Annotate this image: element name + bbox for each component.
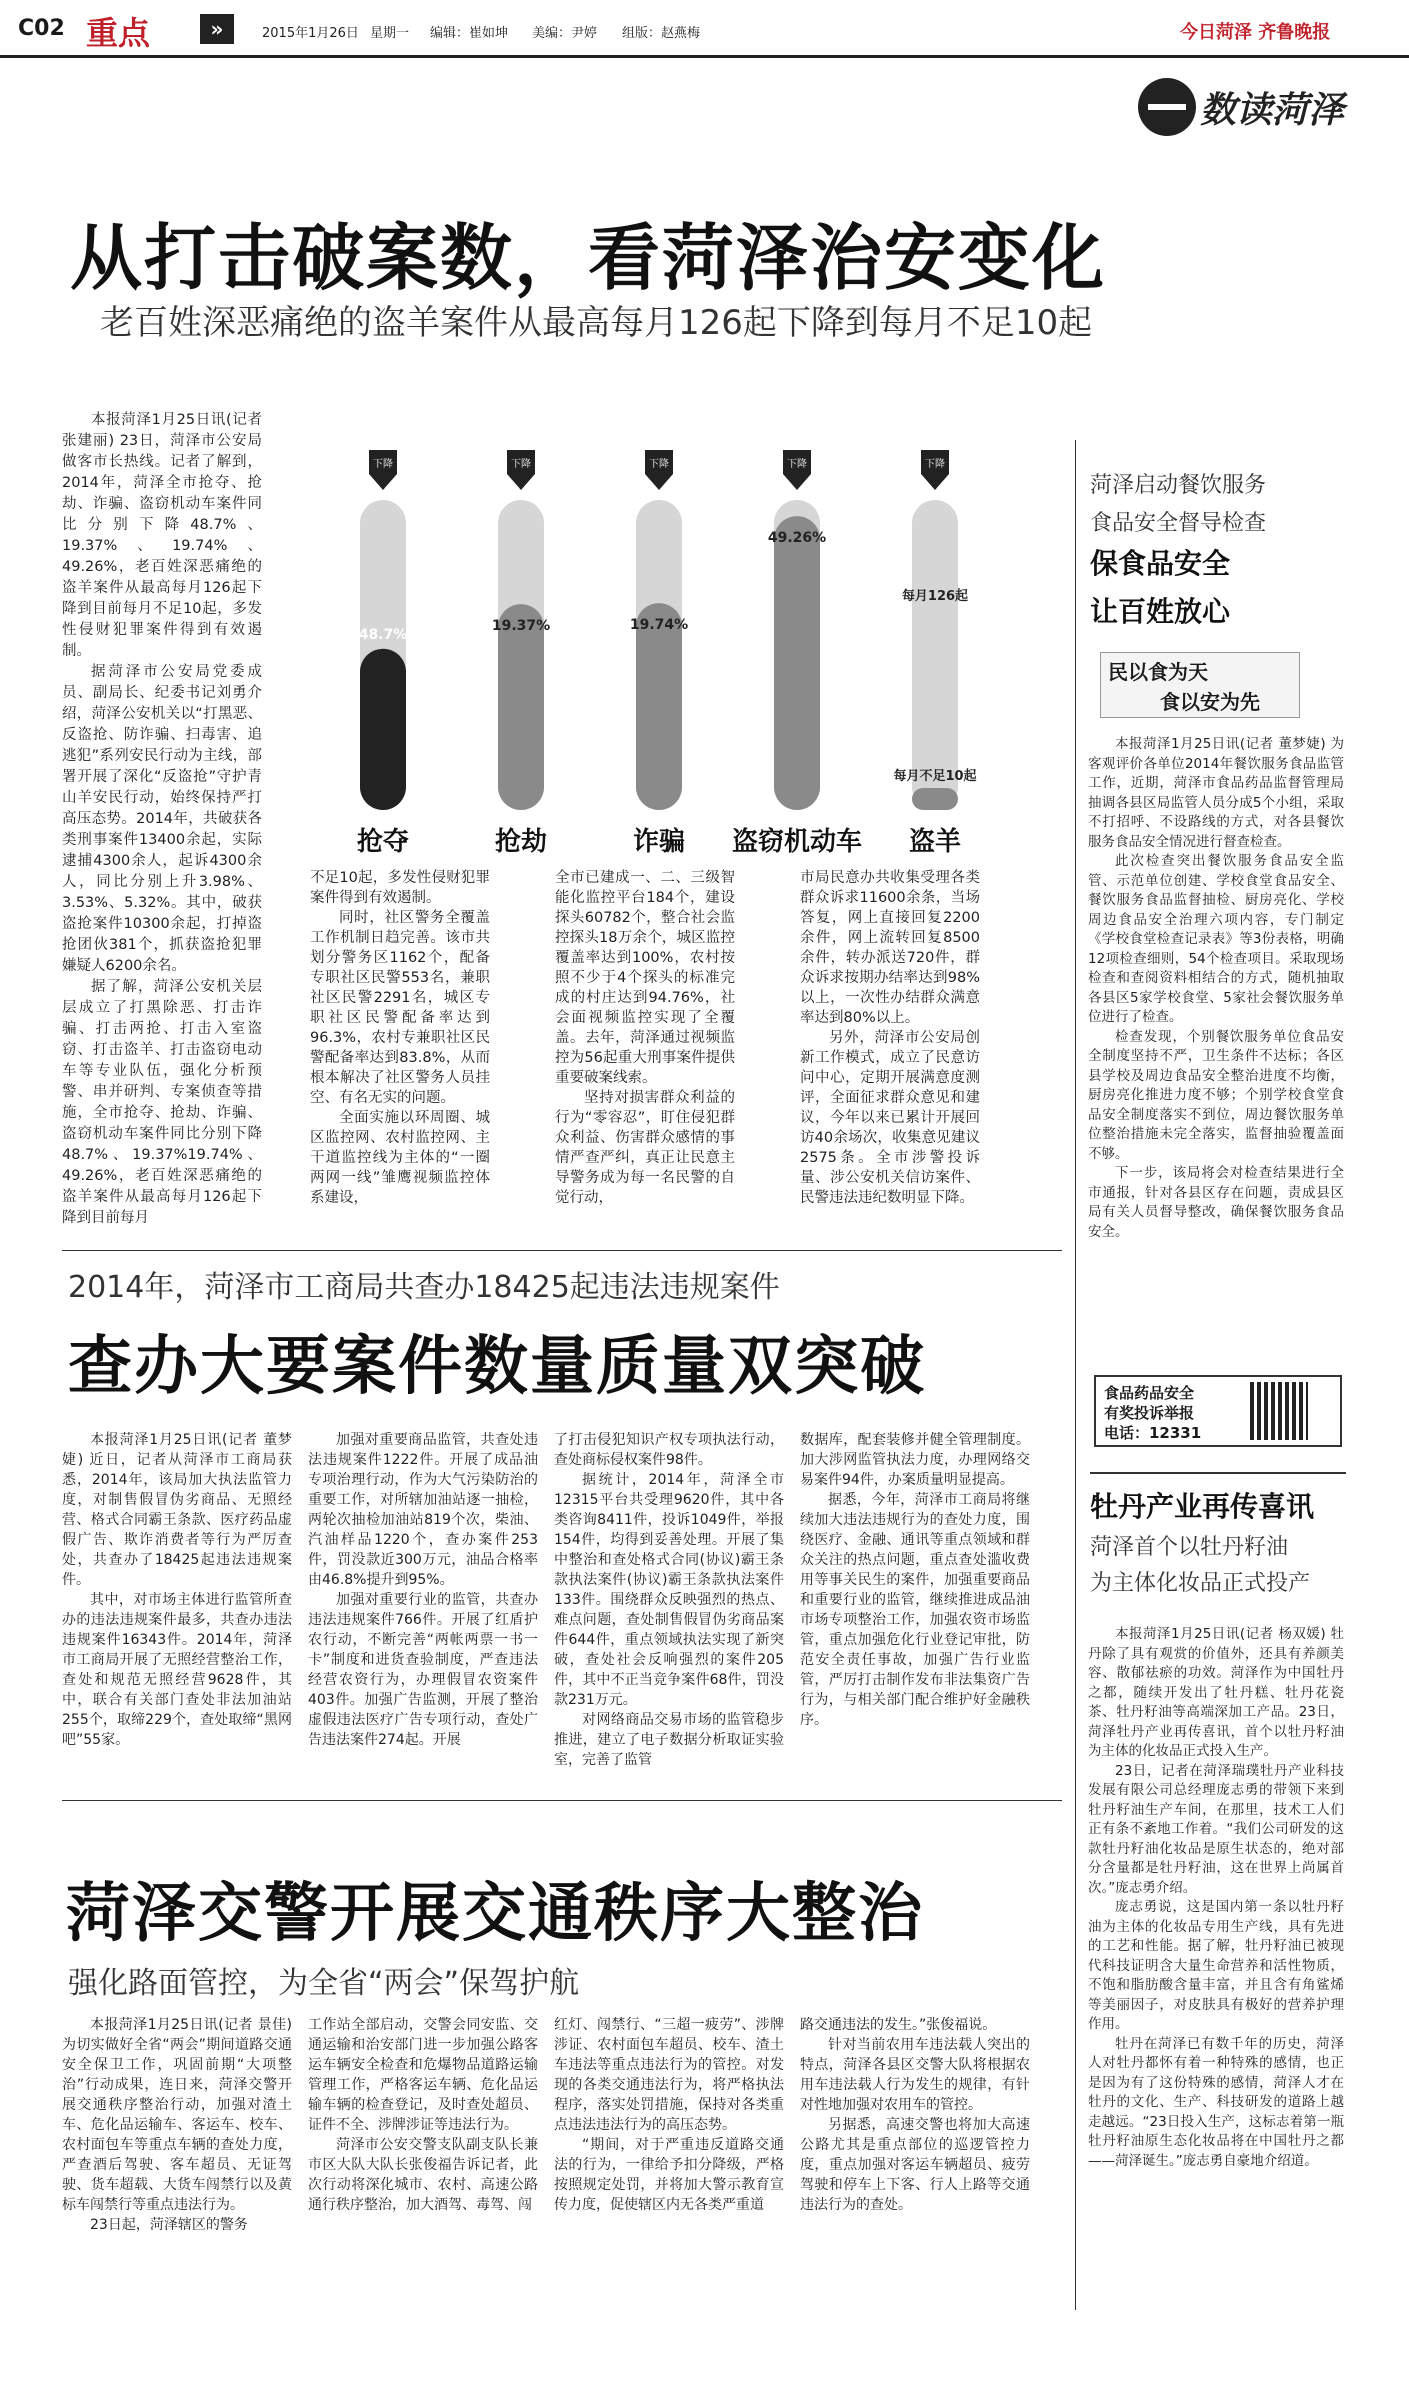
banner-line: 食以安为先 [1160,690,1260,714]
sidebar-divider [1075,440,1076,2310]
issue-weekday: 星期一 [370,26,410,41]
sheep-low-label: 每月不足10起 [893,769,977,784]
column-logo: 数读菏泽 [1200,90,1345,131]
article3-para: “期间，对于严重违反道路交通法的行为，一律给予扣分降级，严格按照规定处罚，并将加大警示教育宣传力度，促使辖区内无各类严重道 [554,2137,784,2213]
article3-column-4 [800,2015,1030,2215]
article3-para: 路交通违法的发生。”张俊福说。 [800,2017,997,2033]
article2-para: 其中，对市场主体进行监管所查办的违法违规案件最多，共查办违法违规案件16343件。2014年，菏泽市工商局开展了无照经营整治工作，查处和规范无照经营9628件，其中，联合有关部门查处非法加油站255个，取缔229个，查处取缔“黑网吧”55家。 [62,1592,292,1748]
section-arrow-icon: » [200,14,234,44]
sidebar2-title: 牡丹产业再传喜讯 [1090,1490,1315,1523]
sidebar1-line: 食品安全督导检查 [1090,511,1267,536]
sidebar2-body [1088,1625,1344,2171]
article2-title: 查办大要案件数量质量双突破 [68,1330,926,1404]
down-pin-icon [369,450,397,490]
art-credit: 美编：尹婷 [532,26,598,41]
article2-para: 本报菏泽1月25日讯(记者 董梦婕) 近日，记者从菏泽市工商局获悉，2014年，该局加大执法监管力度，对制售假冒伪劣商品、无照经营、格式合同霸王条款、医疗药品虚假广告、欺诈消费者等行为严厉查处，共查办了18425起违法违规案件。 [62,1432,292,1588]
article3-para: 本报菏泽1月25日讯(记者 景佳) 为切实做好全省“两会”期间道路交通安全保卫工作，巩固前期“大项整治”行动成果，连日来，菏泽交警开展交通秩序整治行动，加强对渣土车、危化品运输车、客运车、校车、农村面包车等重点车辆的查处力度，严查酒后驾驶、客车超员、无证驾驶、货车超载、大货车闯禁行以及黄标车闯禁行等重点违法行为。 [62,2017,292,2213]
article3-para: 工作站全部启动，交警会同安监、交通运输和治安部门进一步加强公路客运车辆安全检查和危爆物品道路运输管理工作，严格客运车辆、危化品运输车辆的检查登记，及时查处超员、证件不全、涉牌涉证等违法行为。 [308,2017,538,2133]
article2-para: 据统计，2014年，菏泽全市12315平台共受理9620件，其中各类咨询8411件，投诉1049件，举报154件，均得到妥善处理。开展了集中整治和查处格式合同(协议)霸王条款执法案件(协议)霸王条款执法案件133件。围绕群众反映强烈的热点、难点问题，查处制售假冒伪劣商品案件644件，重点领域执法实现了新突破，查处社会反响强烈的案件205件，其中不正当竞争案件68件，罚没款231万元。 [554,1472,784,1708]
article2-para: 据悉，今年，菏泽市工商局将继续加大违法违规行为的查处力度，围绕医疗、金融、通讯等重点领域和群众关注的热点问题，重点查处滥收费用等事关民生的案件，加强重要商品和重要行业的监管，继续推进成品油市场专项整治工作，加强农资市场监管，重点加强危化行业登记审批，防范安全责任事故，加强广告行业监管，严厉打击制作发布非法集资广告行为，与相关部门配合维护好金融秩序。 [800,1492,1030,1728]
article1-para: 另外，菏泽市公安局创新工作模式，成立了民意访问中心，定期开展满意度测评，全面征求群众意见和建议，今年以来已累计开展回访40余场次，收集意见建议2575条。全市涉警投诉量、涉公安机关信访案件、民警违法违纪数明显下降。 [800,1030,980,1206]
section-divider [62,1250,1062,1251]
sidebar1-head: 保食品安全 [1090,547,1231,580]
article1-para: 坚持对损害群众利益的行为“零容忍”，盯住侵犯群众利益、伤害群众感情的事情严查严纠，真正让民意主导警务成为每一名民警的自觉行动， [555,1090,735,1206]
issue-date: 2015年1月26日 [262,26,359,41]
sidebar2-para: 本报菏泽1月25日讯(记者 杨双媛) 牡丹除了具有观赏的价值外，还具有养颜美容、散郁祛瘀的功效。菏泽作为中国牡丹之都，随续开发出了牡丹糕、牡丹花瓷茶、牡丹籽油等高端深加工产品。23日，菏泽牡丹产业再传喜讯，首个以牡丹籽油为主体的化妆品正式投入生产。 [1088,1626,1344,1759]
section-name: 重点 [86,14,151,52]
article2-para: 了打击侵犯知识产权专项执法行动，查处商标侵权案件98件。 [554,1432,784,1468]
crime-decline-chart [330,440,1030,860]
down-pin-icon [921,450,949,490]
sidebar2-para: 庞志勇说，这是国内第一条以牡丹籽油为主体的化妆品专用生产线，具有先进的工艺和性能。据了解，牡丹籽油已被现代科技证明含大量生命营养和活性物质，不饱和脂肪酸含量丰富，并且含有角鲨烯等美丽因子，对皮肤具有极好的营养护理作用。 [1088,1899,1344,2032]
category-label: 盗窃机动车 [731,827,863,857]
pin-label: 下降 [649,459,669,470]
article3-column-1 [62,2015,292,2235]
sidebar1-body [1088,735,1344,1242]
article1-para: 同时，社区警务全覆盖工作机制日趋完善。该市共划分警务区1162个，配备专职社区民警553名，兼职社区民警2291名，城区专职社区民警配备率达到96.3%，农村专兼职社区民警配备率达到83.8%，从而根本解决了社区警务人员挂空、有名无实的问题。 [310,910,490,1106]
article1-para: 市局民意办共收集受理各类群众诉求11600余条，当场答复，网上直接回复2200余件，网上流转回复8500余件，转办派送720件，群众诉求按期办结率达到98%以上，一次性办结群众满意率达到80%以上。 [800,870,980,1026]
bar-value-label: 19.37% [491,618,551,635]
bar [912,788,958,810]
sidebar2-sub: 为主体化妆品正式投产 [1090,1571,1311,1596]
proof-credit: 组版：赵燕梅 [622,26,701,41]
hotline-line: 有奖投诉举报 [1104,1404,1195,1422]
hotline-phone: 电话：12331 [1104,1424,1202,1442]
article2-column-4 [800,1430,1030,1730]
article3-title: 菏泽交警开展交通秩序大整治 [66,1877,924,1951]
article1-column-2 [310,868,490,1208]
bar-value-label: 48.7% [358,626,408,643]
article2-para: 对网络商品交易市场的监管稳步推进，建立了电子数据分析取证实验室，完善了监管 [554,1712,784,1768]
article1-para: 据了解，菏泽公安机关层层成立了打黑除恶、打击诈骗、打击两抢、打击入室盗窃、打击盗羊、打击盗窃电动车等专业队伍，强化分析预警、串并研判、专案侦查等措施，全市抢夺、抢劫、诈骗、盗窃机动车案件同比分别下降48.7%、19.37%19.74%、49.26%，老百姓深恶痛绝的盗羊案件从最高每月126起下降到目前每月 [62,979,262,1226]
article3-column-3 [554,2015,784,2215]
article1-column-4 [800,868,980,1208]
article3-para: 另据悉，高速交警也将加大高速公路尤其是重点部位的巡逻管控力度，重点加强对客运车辆超员、疲劳驾驶和停车上下客、行人上路等交通违法行为的查处。 [800,2117,1030,2213]
sidebar1-head: 让百姓放心 [1090,595,1231,628]
sidebar1-line: 菏泽启动餐饮服务 [1090,473,1267,498]
article1-para: 据菏泽市公安局党委成员、副局长、纪委书记刘勇介绍，菏泽公安机关以“打黑恶、反盗抢、防诈骗、扫毒害、追逃犯”系列安民行动为主线，部署开展了深化“反盗抢”守护青山羊安民行动，始终保持严打高压态势。2014年，共破获各类刑事案件13400余起，实际逮捕4300余人，起诉4300余人，同比分别上升3.98%、3.53%、5.32%。其中，破获盗抢案件10300余起，打掉盗抢团伙381个，抓获盗抢犯罪嫌疑人6200余名。 [62,664,262,974]
article2-para: 加强对重要商品监管，共查处违法违规案件1222件。开展了成品油专项治理行动，作为大气污染防治的重要工作，对所辖加油站逐一抽检，两轮次抽检加油站819个次，柴油、汽油样品1220个，查办案件253件，罚没款近300万元，油品合格率由46.8%提升到95%。 [308,1432,538,1588]
sidebar2-para: 牡丹在菏泽已有数千年的历史，菏泽人对牡丹都怀有着一种特殊的感情，也正是因为有了这份特殊的感情，菏泽人才在牡丹的文化、生产、科技研发的道路上越走越远。“23日投入生产，这标志着第一瓶牡丹籽油原生态化妆品将在中国牡丹之都——菏泽诞生。”庞志勇自豪地介绍道。 [1088,2035,1344,2169]
article2-kicker: 2014年，菏泽市工商局共查办18425起违法违规案件 [68,1270,780,1305]
page-number: C02 [18,16,65,41]
sheep-high-label: 每月126起 [901,589,969,604]
editor-credit: 编辑：崔如坤 [430,26,509,41]
pin-label: 下降 [925,459,945,470]
article2-column-1 [62,1430,292,1750]
qr-code-icon [1250,1382,1308,1440]
sidebar2-para: 23日，记者在菏泽瑞璞牡丹产业科技发展有限公司总经理庞志勇的带领下来到牡丹籽油生产车间，在那里，技术工人们正有条不紊地工作着。“我们公司研发的这款牡丹籽油化妆品是原生状态的，绝对部分含量都是牡丹籽油，这在世界上尚属首次。”庞志勇介绍。 [1088,1762,1344,1896]
article1-title: 从打击破案数，看菏泽治安变化 [70,216,1107,300]
down-pin-icon [783,450,811,490]
category-label: 抢夺 [356,827,410,857]
category-label: 诈骗 [632,827,686,857]
bar-track [912,500,958,810]
bar [774,516,820,810]
down-pin-icon [645,450,673,490]
article1-para: 全市已建成一、二、三级智能化监控平台184个，建设探头60782个，整合社会监控探头18万余个，城区监控覆盖率达到100%，农村按照不少于4个探头的标准完成的村庄达到94.76%，社会面视频监控实现了全覆盖。去年，菏泽通过视频监控为56起重大刑事案件提供重要破案线索。 [555,870,735,1086]
banner-line: 民以食为天 [1108,660,1208,684]
bar-value-label: 49.26% [767,530,827,547]
logo-dash [1148,104,1186,110]
article3-column-2 [308,2015,538,2215]
sidebar2-rule [1090,1472,1346,1474]
bar-value-label: 19.74% [629,617,689,634]
category-label: 盗羊 [908,827,962,857]
sidebar1-para: 下一步，该局将会对检查结果进行全市通报，针对各县区存在问题，责成县区局有关人员督导整改，确保餐饮服务食品安全。 [1088,1165,1344,1240]
section-divider [62,1800,1062,1801]
article1-para: 本报菏泽1月25日讯(记者 张建丽) 23日，菏泽市公安局做客市长热线。记者了解到，2014年，菏泽全市抢夺、抢劫、诈骗、盗窃机动车案件同比分别下降48.7%、19.37%、19.74%、49.26%，老百姓深恶痛绝的盗羊案件从最高每月126起下降到目前每月不足10起，多发性侵财犯罪案件得到有效遏制。 [62,412,262,659]
hotline-line: 食品药品安全 [1104,1384,1195,1402]
bar [636,603,682,810]
article1-subtitle: 老百姓深恶痛绝的盗羊案件从最高每月126起下降到每月不足10起 [100,303,1093,343]
sidebar1-para: 本报菏泽1月25日讯(记者 董梦婕) 为客观评价各单位2014年餐饮服务食品监管工作，近期，菏泽市食品药品监督管理局抽调各县区局监管人员分成5个小组，采取不打招呼、不设路线的方式，对各县餐饮服务食品安全情况进行督查检查。 [1088,736,1344,850]
article2-para: 加强对重要行业的监管，共查办违法违规案件766件。开展了红盾护农行动，不断完善“两帐两票一书一卡”制度和进货查验制度，严查违法经营农资行为，办理假冒农资案件403件。加强广告监测，开展了整治虚假违法医疗广告专项行动，查处广告违法案件274起。开展 [308,1592,538,1748]
article1-column-1 [62,410,262,1229]
article3-subtitle: 强化路面管控，为全省“两会”保驾护航 [68,1966,580,2001]
article2-para: 数据库，配套装修并健全管理制度。加大涉网监管执法力度，办理网络交易案件94件，办案质量明显提高。 [800,1432,1030,1488]
article1-column-3 [555,868,735,1208]
sidebar1-para: 此次检查突出餐饮服务食品安全监管、示范单位创建、学校食堂食品安全、餐饮服务食品监督抽检、厨房亮化、学校周边食品安全治理六项内容，专门制定《学校食堂检查记录表》等3份表格，明确12项检查细则，54个检查项目。采取现场检查和查阅资料相结合的方式，随机抽取各县区5家学校食堂、5家社会餐饮服务单位进行了检查。 [1088,853,1344,1025]
category-label: 抢劫 [494,827,548,857]
down-pin-icon [507,450,535,490]
article3-para: 红灯、闯禁行、“三超一疲劳”、涉牌涉证、农村面包车超员、校车、渣土车违法等重点违法行为的管控。对发现的各类交通违法行为，将严格执法程序，落实处罚措施，保持对各类重点违法违法行为的高压态势。 [554,2017,784,2133]
article3-para: 菏泽市公安交警支队副支队长兼市区大队大队长张俊福告诉记者，此次行动将深化城市、农村、高速公路通行秩序整治，加大酒驾、毒驾、闯 [308,2137,538,2213]
pin-label: 下降 [511,459,531,470]
article2-column-3 [554,1430,784,1770]
article1-para: 不足10起，多发性侵财犯罪案件得到有效遏制。 [310,870,490,906]
sidebar2-sub: 菏泽首个以牡丹籽油 [1090,1535,1289,1560]
article2-column-2 [308,1430,538,1750]
article1-para: 全面实施以环周圈、城区监控网、农村监控网、主干道监控线为主体的“一圈两网一线”雏鹰视频监控体系建设， [310,1110,490,1206]
bar [498,604,544,810]
newspaper-name: 今日菏泽 齐鲁晚报 [1180,22,1331,43]
pin-label: 下降 [787,459,807,470]
article3-para: 23日起，菏泽辖区的警务 [90,2217,248,2233]
bar [360,649,406,810]
article3-para: 针对当前农用车违法载人突出的特点，菏泽各县区交警大队将根据农用车违法载人行为发生的规律，有针对性地加强对农用车的管控。 [800,2037,1030,2113]
sidebar1-para: 检查发现，个别餐饮服务单位食品安全制度坚持不严，卫生条件不达标；各区县学校及周边食品安全整治进度不均衡，厨房亮化推进力度不够；个别学校食堂食品安全制度落实不到位，周边餐饮服务单位整治措施未完全落实，监督抽验覆盖面不够。 [1088,1028,1344,1162]
pin-label: 下降 [373,459,393,470]
